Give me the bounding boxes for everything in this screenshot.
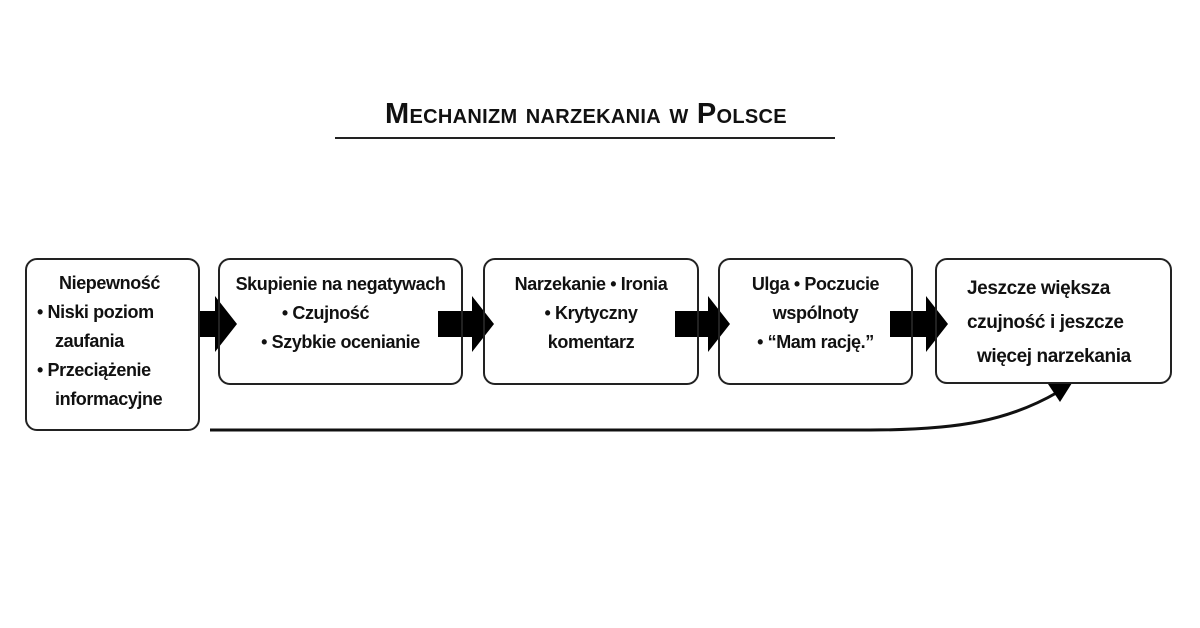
step-more-vigilance [935,258,1172,384]
step-relief [718,258,913,385]
step-text: Niepewność [59,273,161,293]
feedback-loop-line [210,392,1058,430]
step-text: • Niski poziom [37,302,154,322]
step-text: komentarz [547,332,635,352]
step-text: • Czujność [281,303,370,323]
step-focus-negatives [218,258,463,385]
step-text: Skupienie na negatywach [235,274,446,294]
step-uncertainty [25,258,200,431]
step-text: • Przeciążenie [37,360,151,380]
step-text: • “Mam rację.” [757,332,874,352]
step-text: • Szybkie ocenianie [261,332,420,352]
step-text: • Krytyczny [544,303,638,323]
step-text: Narzekanie • Ironia [514,274,668,294]
step-text: Ulga • Poczucie [751,274,880,294]
feedback-loop-arrowhead [1048,383,1072,402]
step-text: zaufania [55,331,124,351]
step-text: Jeszcze większa [967,278,1110,299]
step-text: więcej narzekania [977,346,1131,367]
diagram-title: Mechanizm narzekania w Polsce [385,98,787,130]
step-text: czujność i jeszcze [967,312,1124,333]
step-text: informacyjne [55,389,163,409]
step-complaining [483,258,699,385]
step-text: wspólnoty [772,303,859,323]
